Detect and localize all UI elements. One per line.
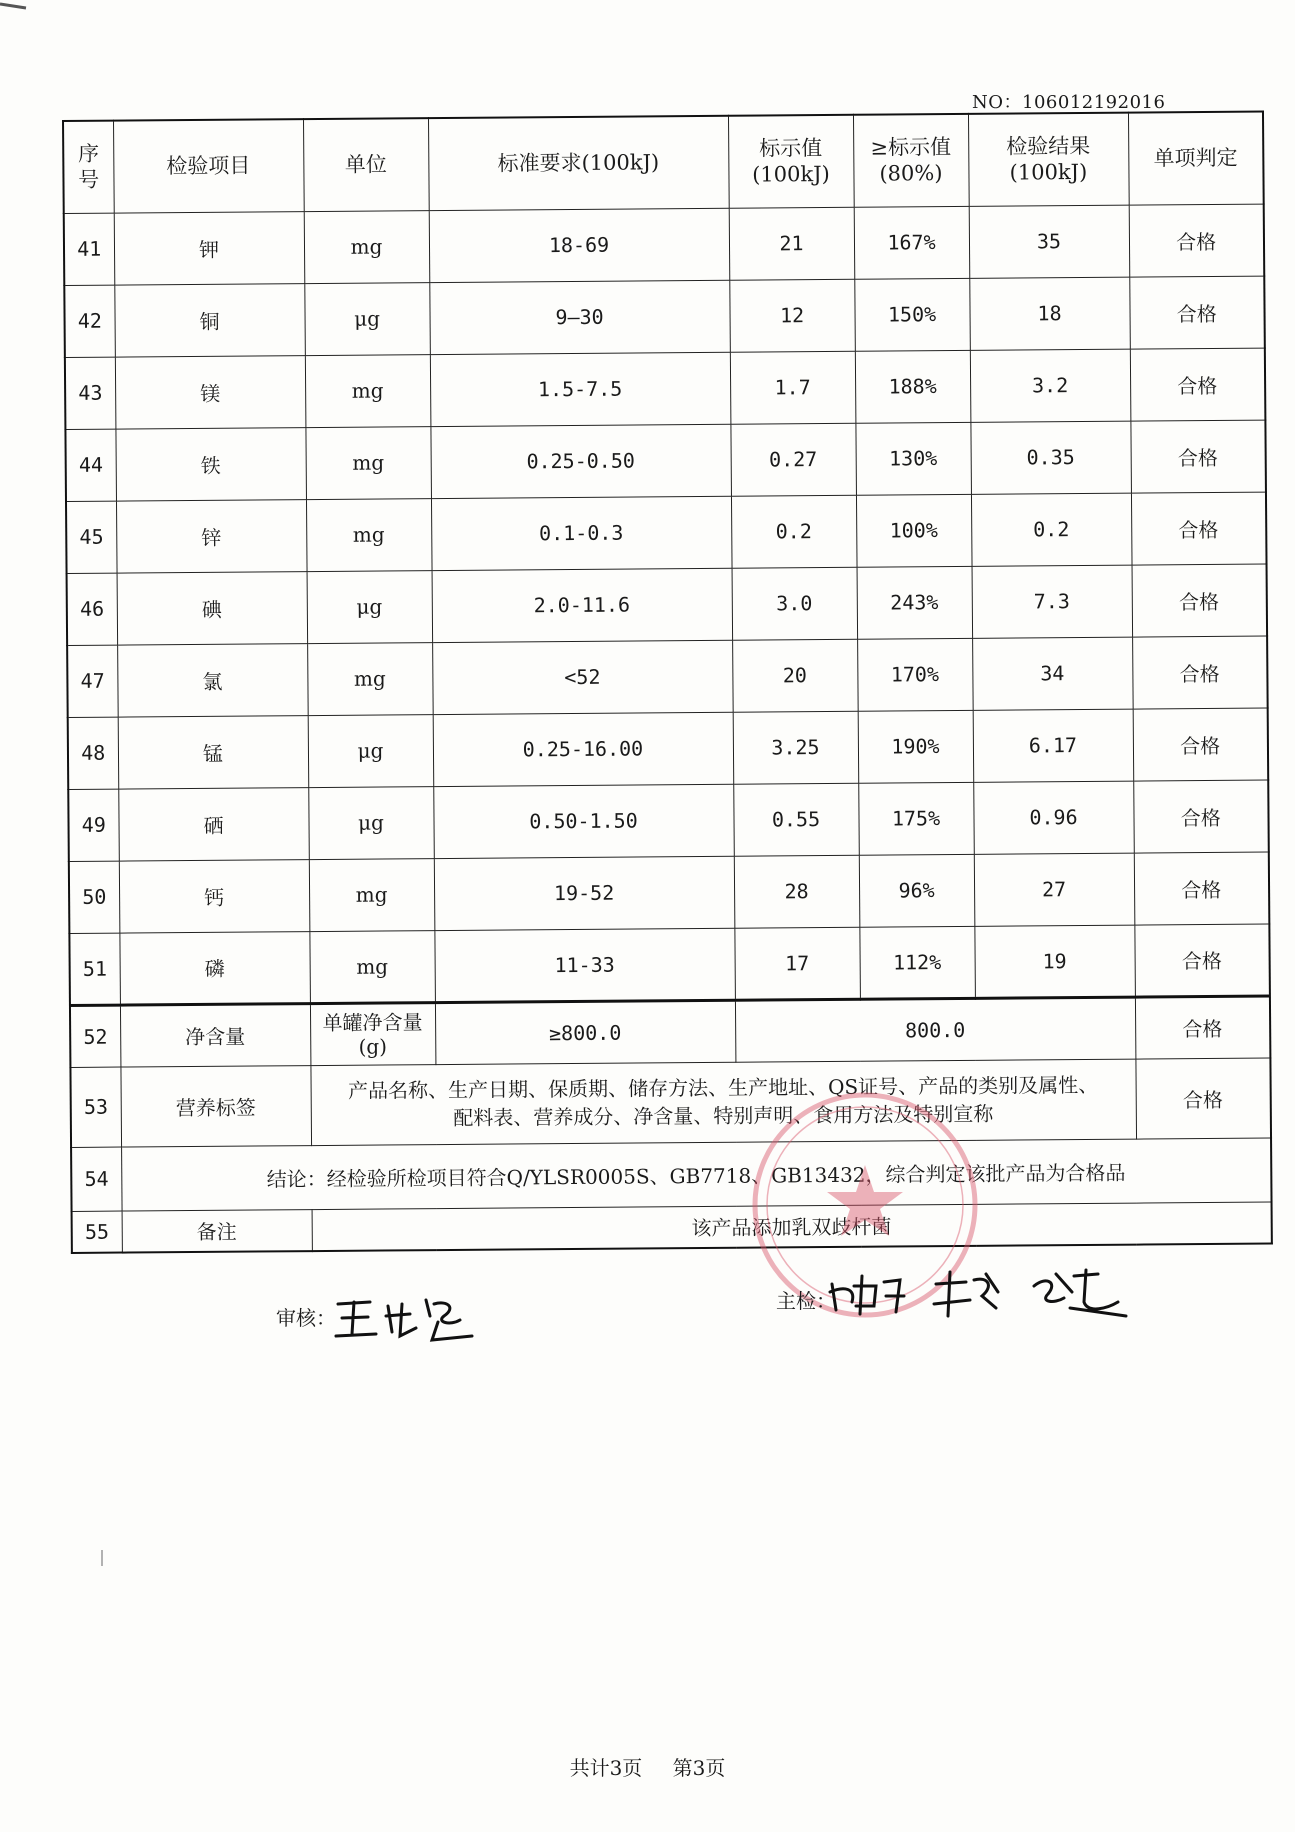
row-pct: 170% <box>857 638 973 711</box>
remark-text: 该产品添加乳双歧杆菌 <box>312 1202 1272 1252</box>
header-pct-line2: (80%) <box>879 161 943 186</box>
row-item: 碘 <box>117 571 308 644</box>
item-rows <box>64 204 1272 1253</box>
reviewer-signature-icon <box>330 1286 480 1346</box>
table-row <box>65 420 1266 501</box>
row-result: 3.2 <box>970 349 1131 422</box>
row-unit: mg <box>307 642 433 715</box>
row-result: 18 <box>969 277 1130 350</box>
official-seal-icon <box>740 1080 990 1330</box>
row-judge: 合格 <box>1133 780 1269 853</box>
header-seq: 序号 <box>63 121 114 213</box>
row-item: 磷 <box>119 931 310 1004</box>
remark-item: 备注 <box>122 1209 312 1252</box>
row-unit: μg <box>308 786 434 859</box>
row-labeled: 0.27 <box>730 423 856 496</box>
header-labeled-line2: (100kJ) <box>752 162 830 187</box>
row-judge: 合格 <box>1132 564 1268 637</box>
row-labeled: 0.2 <box>731 495 857 568</box>
table-row <box>66 492 1267 573</box>
header-pct-line1: ≥标示值 <box>870 135 952 160</box>
row-no: 48 <box>68 717 119 789</box>
label-requirements <box>310 1059 1136 1145</box>
row-item: 氯 <box>117 643 308 716</box>
label-judge: 合格 <box>1135 1058 1271 1139</box>
row-result: 27 <box>974 853 1135 926</box>
row-labeled: 3.0 <box>732 567 858 640</box>
row-unit: mg <box>304 210 430 283</box>
row-unit: μg <box>304 282 430 355</box>
header-result <box>968 113 1129 206</box>
row-labeled: 28 <box>734 855 860 928</box>
row-item: 锰 <box>118 715 309 788</box>
page-footer <box>0 1752 1295 1781</box>
row-judge: 合格 <box>1130 348 1266 421</box>
row-labeled: 21 <box>729 207 855 280</box>
table-row <box>64 204 1265 285</box>
net-judge: 合格 <box>1135 996 1270 1059</box>
row-labeled: 20 <box>732 639 858 712</box>
row-labeled: 17 <box>734 927 860 1000</box>
row-no: 46 <box>67 573 118 645</box>
row-result: 35 <box>969 205 1130 278</box>
header-labeled-line1: 标示值 <box>759 136 823 161</box>
row-pct: 167% <box>854 206 970 279</box>
reviewer-label: 审核： <box>276 1306 336 1330</box>
row-no: 47 <box>67 645 118 717</box>
row-no: 44 <box>65 429 116 501</box>
row-item: 钾 <box>114 211 305 284</box>
header-result-line1: 检验结果 <box>1006 133 1091 159</box>
net-unit-line2: (g) <box>358 1033 388 1059</box>
row-standard: 2.0-11.6 <box>432 568 733 642</box>
conclusion-no: 54 <box>71 1147 122 1211</box>
row-judge: 合格 <box>1134 852 1270 925</box>
scan-artifact-icon <box>100 1550 104 1566</box>
row-standard: 0.25-16.00 <box>433 712 734 786</box>
row-pct: 190% <box>858 710 974 783</box>
row-no: 50 <box>69 861 120 933</box>
row-pct: 150% <box>854 278 970 351</box>
table-row <box>65 348 1266 429</box>
row-standard: 0.25-0.50 <box>430 424 731 498</box>
row-result: 0.2 <box>971 493 1132 566</box>
row-pct: 243% <box>857 566 973 639</box>
row-standard: 0.50-1.50 <box>433 784 734 858</box>
row-standard: 0.1-0.3 <box>431 496 732 570</box>
nutrition-label-row <box>70 1058 1271 1147</box>
remark-row <box>72 1202 1272 1253</box>
table-header-row <box>63 112 1264 213</box>
row-pct: 112% <box>859 926 975 999</box>
row-judge: 合格 <box>1130 420 1266 493</box>
row-no: 43 <box>65 357 116 429</box>
row-unit: mg <box>309 930 435 1003</box>
row-result: 19 <box>974 925 1135 998</box>
conclusion-text: 结论：经检验所检项目符合Q/YLSR0005S、GB7718、GB13432，综合判定该批产品为合格品 <box>121 1138 1271 1211</box>
label-item: 营养标签 <box>120 1065 311 1146</box>
inspection-table <box>62 111 1273 1254</box>
row-no: 45 <box>66 501 117 573</box>
row-labeled: 12 <box>729 279 855 352</box>
remark-no: 55 <box>72 1211 122 1253</box>
row-pct: 130% <box>855 422 971 495</box>
row-judge: 合格 <box>1129 204 1265 277</box>
table-row <box>68 708 1269 789</box>
row-item: 钙 <box>119 859 310 932</box>
row-result: 6.17 <box>973 709 1134 782</box>
net-unit <box>310 1002 435 1065</box>
row-judge: 合格 <box>1131 492 1267 565</box>
table-row <box>69 852 1270 933</box>
total-pages: 共计3页 <box>569 1756 643 1780</box>
label-no: 53 <box>70 1067 121 1147</box>
row-item: 锌 <box>116 499 307 572</box>
inspection-table-wrapper <box>62 111 1271 1254</box>
row-judge: 合格 <box>1132 636 1268 709</box>
row-standard: 1.5-7.5 <box>430 352 731 426</box>
row-item: 铁 <box>115 427 306 500</box>
row-labeled: 0.55 <box>733 783 859 856</box>
row-pct: 188% <box>855 350 971 423</box>
net-result: 800.0 <box>735 997 1135 1062</box>
row-unit: μg <box>308 714 434 787</box>
net-standard: ≥800.0 <box>435 1000 735 1064</box>
row-no: 49 <box>68 789 119 861</box>
row-result: 34 <box>972 637 1133 710</box>
label-requirements-line2: 配料表、营养成分、净含量、特别声明、食用方法及特别宣称 <box>453 1101 994 1130</box>
row-standard: 19-52 <box>434 856 735 930</box>
label-requirements-line1: 产品名称、生产日期、保质期、储存方法、生产地址、QS证号、产品的类别及属性、 <box>347 1072 1099 1103</box>
table-row <box>69 924 1270 1005</box>
header-unit: 单位 <box>303 118 429 211</box>
header-labeled <box>728 115 854 208</box>
row-pct: 175% <box>858 782 974 855</box>
row-result: 0.96 <box>973 781 1134 854</box>
row-unit: mg <box>306 498 432 571</box>
row-judge: 合格 <box>1129 276 1265 349</box>
row-pct: 100% <box>856 494 972 567</box>
row-standard: <52 <box>432 640 733 714</box>
table-row <box>67 636 1268 717</box>
row-labeled: 3.25 <box>733 711 859 784</box>
row-judge: 合格 <box>1134 924 1270 997</box>
scan-artifact-icon <box>0 0 30 12</box>
header-result-line2: (100kJ) <box>1009 160 1088 185</box>
row-item: 铜 <box>114 283 305 356</box>
row-unit: mg <box>305 354 431 427</box>
row-no: 41 <box>64 213 115 285</box>
conclusion-row <box>71 1138 1271 1211</box>
header-item: 检验项目 <box>113 119 304 212</box>
row-unit: mg <box>309 858 435 931</box>
current-page: 第3页 <box>672 1756 726 1780</box>
row-standard: 18-69 <box>429 208 730 282</box>
row-unit: mg <box>305 426 431 499</box>
row-pct: 96% <box>859 854 975 927</box>
row-standard: 9—30 <box>429 280 730 354</box>
net-item: 净含量 <box>120 1003 310 1066</box>
row-labeled: 1.7 <box>730 351 856 424</box>
row-no: 42 <box>64 285 115 357</box>
row-no: 51 <box>69 933 120 1005</box>
row-item: 硒 <box>118 787 309 860</box>
header-pct <box>853 114 969 207</box>
row-standard: 11-33 <box>434 928 735 1002</box>
inspector-label: 主检： <box>776 1289 836 1313</box>
row-result: 7.3 <box>972 565 1133 638</box>
row-result: 0.35 <box>970 421 1131 494</box>
table-row <box>64 276 1265 357</box>
table-row <box>68 780 1269 861</box>
table-row <box>67 564 1268 645</box>
row-item: 镁 <box>115 355 306 428</box>
report-number: NO：106012192016 <box>972 92 1166 113</box>
net-content-row <box>70 996 1270 1067</box>
net-no: 52 <box>70 1005 120 1067</box>
net-unit-line1: 单罐净含量 <box>322 1009 423 1035</box>
row-unit: μg <box>307 570 433 643</box>
header-standard: 标准要求(100kJ) <box>428 116 729 210</box>
header-judgement: 单项判定 <box>1128 112 1264 205</box>
row-judge: 合格 <box>1133 708 1269 781</box>
